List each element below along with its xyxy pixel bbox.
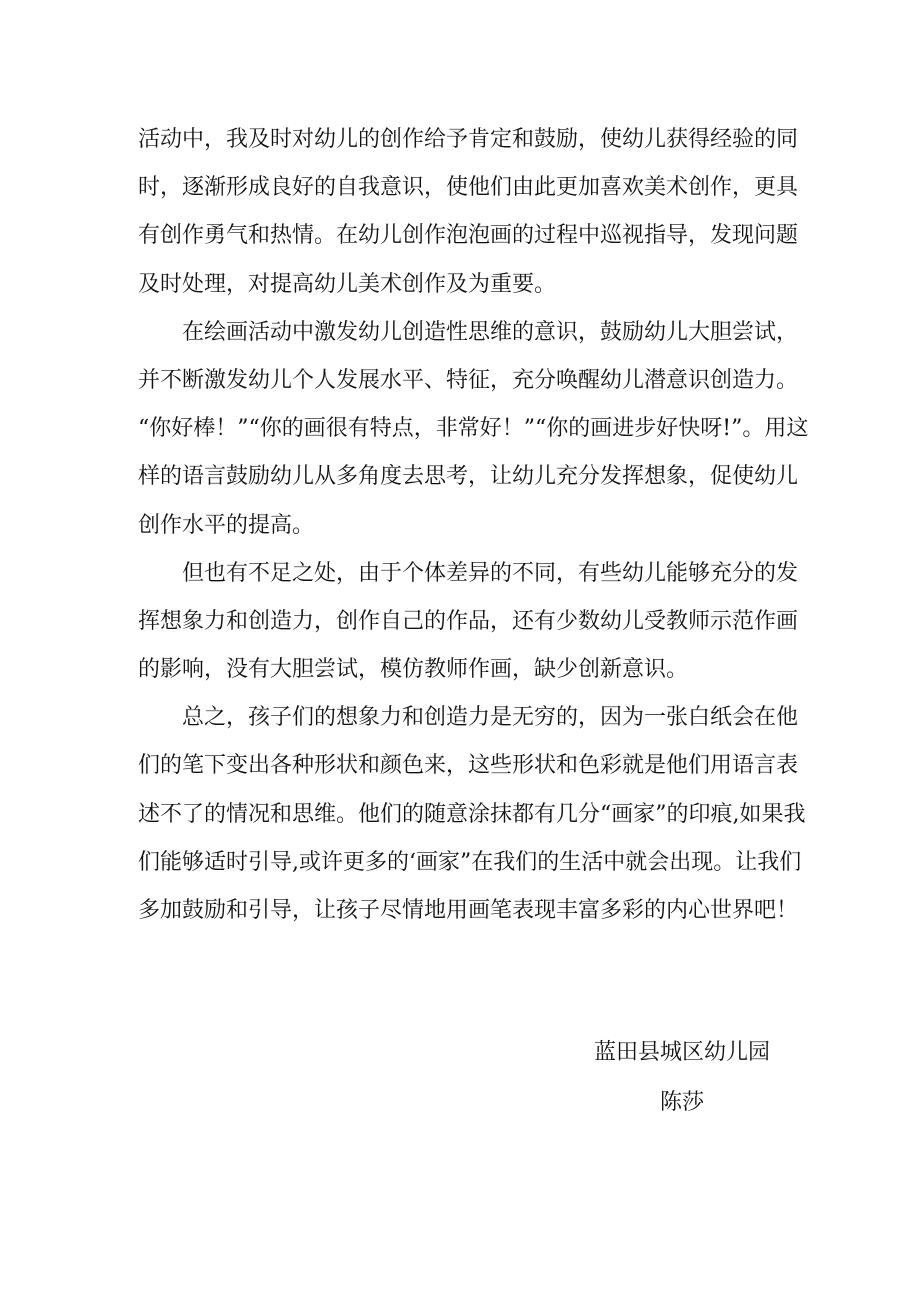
signature-author: 陈莎 <box>660 1090 705 1115</box>
paragraph-4-line-1: 总之，孩子们的想象力和创造力是无穷的，因为一张白纸会在他 <box>182 705 799 731</box>
paragraph-2-line-2: 并不断激发幼儿个人发展水平、特征，充分唤醒幼儿潜意识创造力。 <box>138 367 799 393</box>
document-body <box>138 116 809 935</box>
paragraph-1-line-2: 时，逐渐形成良好的自我意识，使他们由此更加喜欢美术创作，更具 <box>138 175 799 201</box>
paragraph-4-line-5: 多加鼓励和引导，让孩子尽情地用画笔表现丰富多彩的内心世界吧！ <box>138 898 799 923</box>
paragraph-1-line-3: 有创作勇气和热情。在幼儿创作泡泡画的过程中巡视指导，发现问题 <box>138 223 799 249</box>
paragraph-3-line-1: 但也有不足之处，由于个体差异的不同，有些幼儿能够充分的发 <box>182 560 799 586</box>
paragraph-3-line-2: 挥想象力和创造力，创作自己的作品，还有少数幼儿受教师示范作画 <box>138 608 799 634</box>
paragraph-3-line-3: 的影响，没有大胆尝试，模仿教师作画，缺少创新意识。 <box>138 657 689 683</box>
paragraph-2-line-1: 在绘画活动中激发幼儿创造性思维的意识，鼓励幼儿大胆尝试， <box>182 319 799 345</box>
paragraph-2-line-3: “你好棒！”“你的画很有特点，非常好！”“你的画进步好快呀!”。用这 <box>138 416 809 442</box>
paragraph-2-line-4: 样的语言鼓励幼儿从多角度去思考，让幼儿充分发挥想象，促使幼儿 <box>138 464 799 490</box>
paragraph-4-line-2: 们的笔下变出各种形状和颜色来，这些形状和色彩就是他们用语言表 <box>138 753 799 779</box>
paragraph-4-line-3: 述不了的情况和思维。他们的随意涂抹都有几分“画家”的印痕,如果我 <box>138 801 806 827</box>
paragraph-4-line-4: 们能够适时引导,或许更多的‘画家”在我们的生活中就会出现。让我们 <box>138 849 802 875</box>
signature-organization: 蓝田县城区幼儿园 <box>594 1040 771 1065</box>
paragraph-1-line-1: 活动中，我及时对幼儿的创作给予肯定和鼓励，使幼儿获得经验的同 <box>138 127 799 152</box>
paragraph-1-line-4: 及时处理，对提高幼儿美术创作及为重要。 <box>138 271 557 297</box>
paragraph-2-line-5: 创作水平的提高。 <box>138 512 315 538</box>
